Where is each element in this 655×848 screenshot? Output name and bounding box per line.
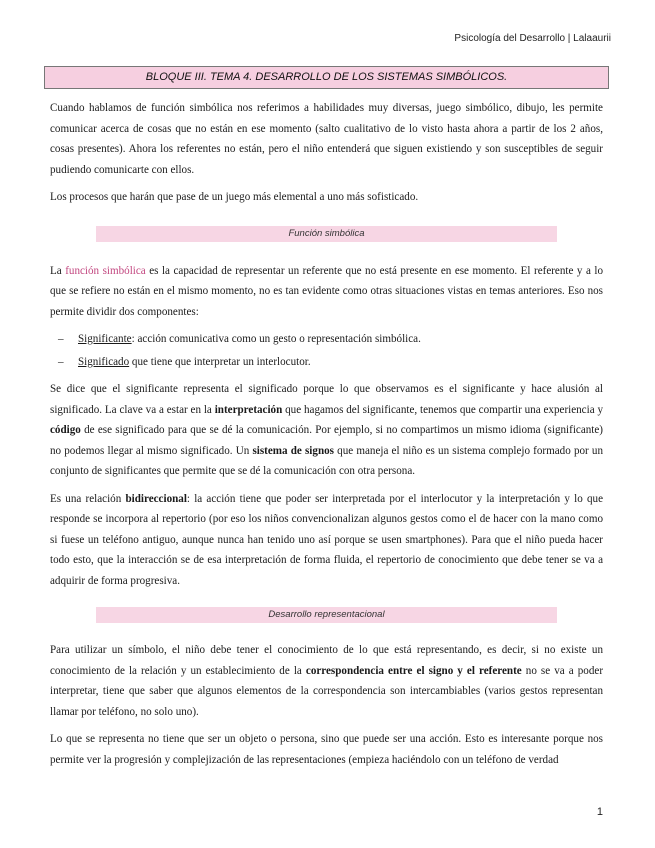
list-item: – Significado que tiene que interpretar un interlocutor. bbox=[50, 352, 603, 373]
section-heading-desarrollo-representacional: Desarrollo representacional bbox=[96, 607, 557, 623]
page-number: 1 bbox=[596, 806, 603, 818]
intro-paragraph-2: Los procesos que harán que pase de un juego más elemental a uno más sofisticado. bbox=[50, 191, 419, 203]
list-item: – Significante: acción comunicativa como un gesto o representación simbólica. bbox=[50, 329, 603, 350]
page-header: Psicología del Desarrollo | Lalaaurii bbox=[454, 33, 611, 44]
highlighted-term: función simbólica bbox=[65, 264, 146, 277]
components-list bbox=[50, 329, 603, 372]
simbolo-paragraph: Para utilizar un símbolo, el niño debe tener el conocimiento de lo que está representando, es decir, si no existe un conocimiento de la relación y un establecimiento de la correspondencia entre el signo y el referente no se va a poder interpretar, tiene que saber que algunos elementos de la correspondencia son intercambiables (varios gestos representan llamar por teléfono, no solo uno). bbox=[50, 644, 604, 718]
definition-paragraph: La función simbólica es la capacidad de representar un referente que no está presente en ese momento. El referente y a lo que se refiere no están en el mismo momento, no es tan evidente como otras situaciones vistas en temas anteriores. Eso nos permite dividir dos componentes: bbox=[50, 264, 604, 318]
document-title: BLOQUE III. TEMA 4. DESARROLLO DE LOS SISTEMAS SIMBÓLICOS. bbox=[44, 66, 609, 89]
term-significado: Significado bbox=[78, 355, 130, 368]
section-heading-funcion-simbolica: Función simbólica bbox=[96, 226, 557, 242]
significante-paragraph: Se dice que el significante representa el significado porque lo que observamos es el significante y hace alusión al significado. La clave va a estar en la interpretación que hagamos del significante, tenemos que compartir una experiencia y código de ese significado para que se dé la comunicación. Por ejemplo, si no compartimos un mismo idioma (significante) no podemos llegar al mismo significado. Un sistema de signos que maneja el niño es un sistema complejo formado por un conjunto de significantes que permite que se dé la comunicación con otra persona. bbox=[50, 383, 604, 477]
dash-bullet: – bbox=[58, 333, 64, 345]
document-body bbox=[50, 98, 603, 777]
representacion-paragraph: Lo que se representa no tiene que ser un objeto o persona, sino que puede ser una acción. Esto es interesante porque nos permite ver la progresión y complejización de las representaciones (empieza haciéndolo con un teléfono de verdad bbox=[50, 733, 603, 766]
bidireccional-paragraph: Es una relación bidireccional: la acción tiene que poder ser interpretada por el interlocutor y la interpretación y lo que responde se incorpora al repertorio (por eso los niños convencionalizan algunos gestos como el de hacer con la mano como si fuese un teléfono antiguo, aunque nunca han tenido uno así porque se usen smartphones). Para que el niño pueda hacer todo esto, que la interacción se de esa interpretación de forma fluida, el repertorio de conocimiento que debe tener se va a adquirir de forma progresiva. bbox=[50, 492, 603, 587]
term-significante: Significante bbox=[78, 333, 132, 345]
intro-paragraph-1: Cuando hablamos de función simbólica nos referimos a habilidades muy diversas, juego simbólico, dibujo, les permite comunicar acerca de cosas que no están en ese momento (salto cualitativo de lo visto hasta ahora a partir de los 2 años, cosas presentes). Ahora los referentes no están, pero el niño entenderá que siguen existiendo y son susceptibles de seguir pudiendo comunicarte con ellos. bbox=[50, 102, 603, 176]
dash-bullet: – bbox=[58, 355, 64, 368]
